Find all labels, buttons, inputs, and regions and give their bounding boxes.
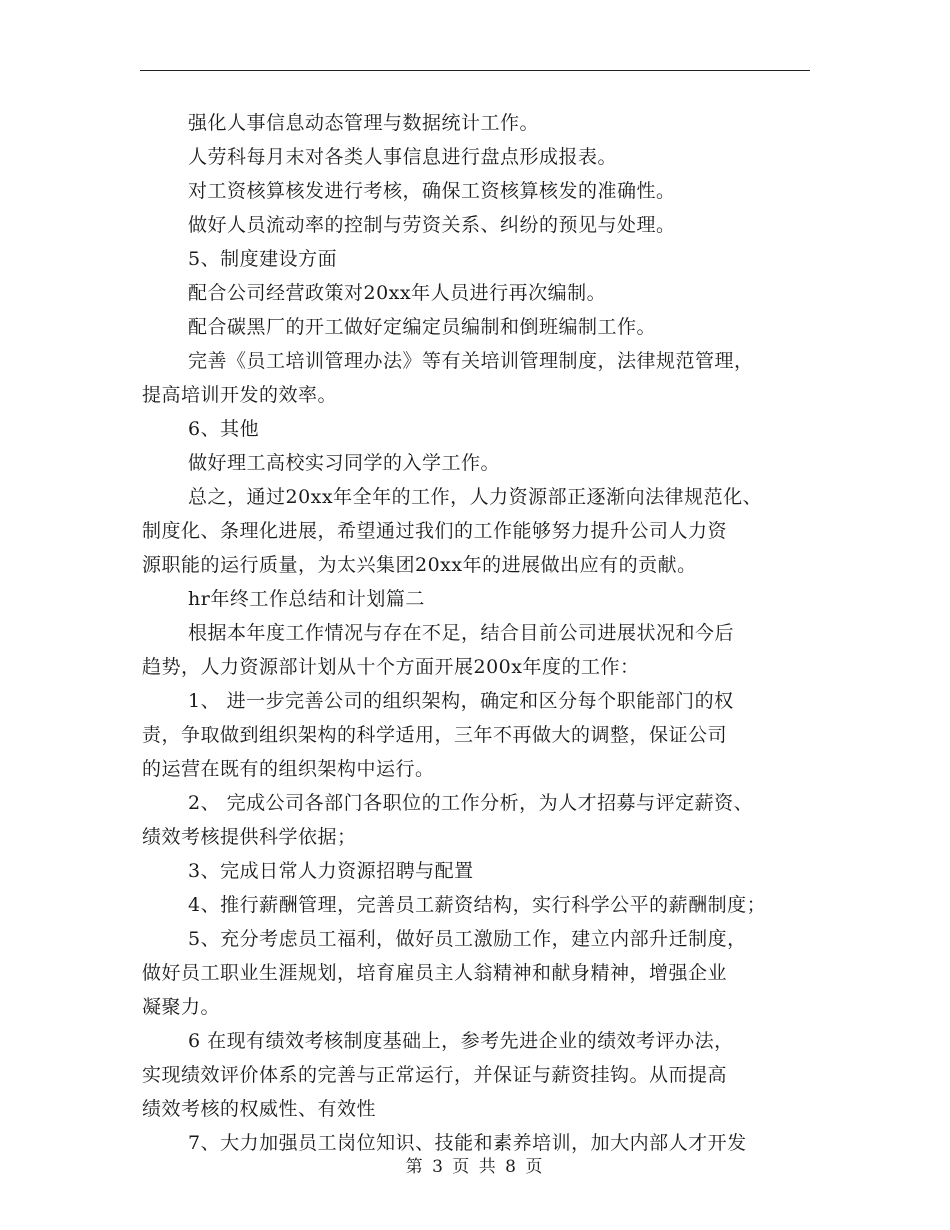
- text-line: 做好理工高校实习同学的入学工作。: [188, 452, 501, 474]
- text-line: 人劳科每月末对各类人事信息进行盘点形成报表。: [188, 146, 618, 168]
- header-rule: [140, 70, 810, 71]
- text-line: 4、推行薪酬管理，完善员工薪资结构，实行科学公平的薪酬制度；: [188, 894, 767, 916]
- text-line: 的运营在既有的组织架构中运行。: [142, 758, 435, 780]
- section-heading: 6、其他: [188, 418, 260, 440]
- body-text: [142, 106, 822, 1160]
- text-line: 1、 进一步完善公司的组织架构，确定和区分每个职能部门的权: [188, 690, 734, 712]
- section-heading: 5、制度建设方面: [188, 248, 338, 270]
- text-line: 绩效考核提供科学依据；: [142, 826, 357, 848]
- text-line: 根据本年度工作情况与存在不足，结合目前公司进展状况和今后: [188, 622, 735, 644]
- text-line: 提高培训开发的效率。: [142, 384, 338, 406]
- text-line: 对工资核算核发进行考核，确保工资核算核发的准确性。: [188, 180, 676, 202]
- text-line: 配合碳黑厂的开工做好定编定员编制和倒班编制工作。: [188, 316, 657, 338]
- text-line: 源职能的运行质量，为太兴集团20xx年的进展做出应有的贡献。: [142, 554, 697, 576]
- text-line: 凝聚力。: [142, 996, 221, 1018]
- text-line: 3、完成日常人力资源招聘与配置: [188, 860, 474, 882]
- text-line: 绩效考核的权威性、有效性: [142, 1098, 377, 1120]
- text-line: 配合公司经营政策对20xx年人员进行再次编制。: [188, 282, 607, 304]
- text-line: 做好人员流动率的控制与劳资关系、纠纷的预见与处理。: [188, 214, 676, 236]
- text-line: 制度化、条理化进展，希望通过我们的工作能够努力提升公司人力资: [142, 520, 728, 542]
- text-line: 5、充分考虑员工福利，做好员工激励工作，建立内部升迁制度，: [188, 928, 747, 950]
- text-line: 做好员工职业生涯规划，培育雇员主人翁精神和献身精神，增强企业: [142, 962, 728, 984]
- text-line: 趋势，人力资源部计划从十个方面开展200x年度的工作：: [142, 656, 640, 678]
- page-footer: 第 3 页 共 8 页: [405, 1157, 545, 1177]
- section-title: hr年终工作总结和计划篇二: [188, 588, 425, 610]
- text-line: 6 在现有绩效考核制度基础上，参考先进企业的绩效考评办法，: [188, 1030, 734, 1052]
- text-line: 2、 完成公司各部门各职位的工作分析，为人才招募与评定薪资、: [188, 792, 754, 814]
- text-line: 完善《员工培训管理办法》等有关培训管理制度，法律规范管理，: [188, 350, 754, 372]
- text-line: 总之，通过20xx年全年的工作，人力资源部正逐渐向法律规范化、: [188, 486, 763, 508]
- text-line: 实现绩效评价体系的完善与正常运行，并保证与薪资挂钩。从而提高: [142, 1064, 728, 1086]
- text-line: 7、大力加强员工岗位知识、技能和素养培训，加大内部人才开发: [188, 1132, 747, 1154]
- text-line: 强化人事信息动态管理与数据统计工作。: [188, 112, 540, 134]
- text-line: 责，争取做到组织架构的科学适用，三年不再做大的调整，保证公司: [142, 724, 728, 746]
